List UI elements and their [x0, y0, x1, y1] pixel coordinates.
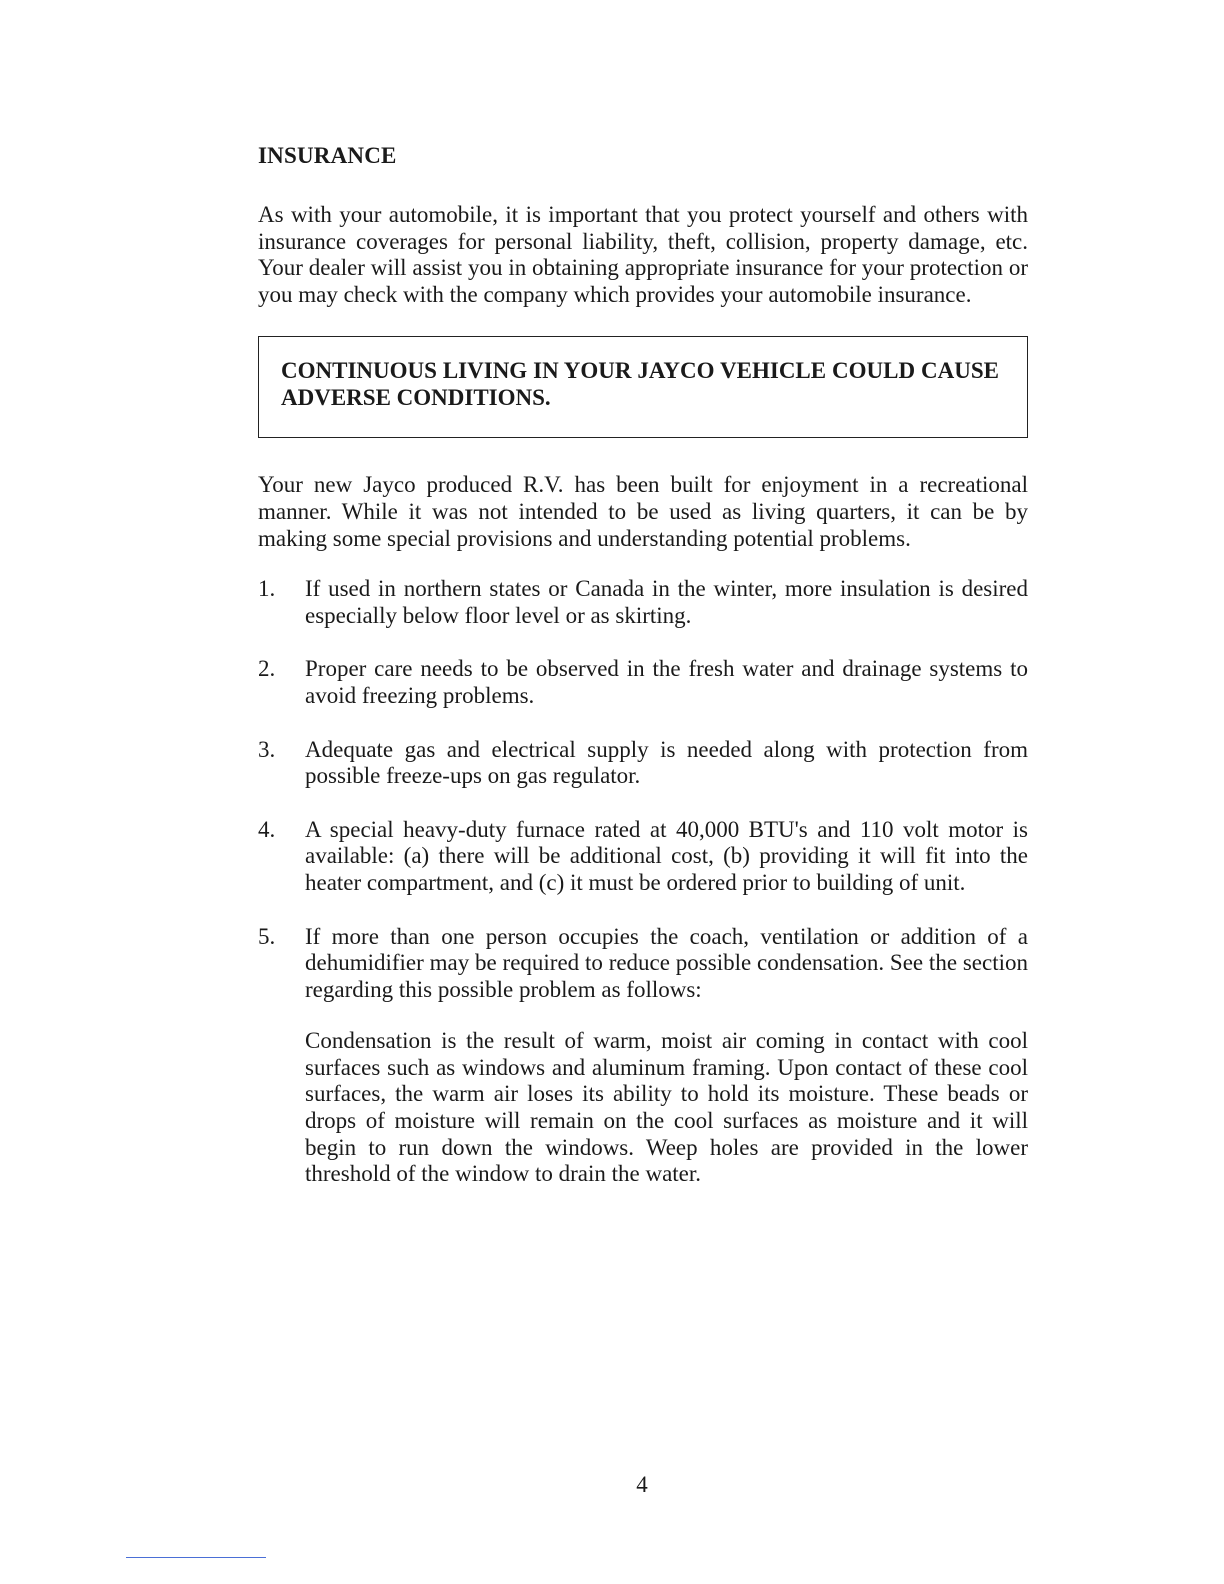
footer-divider	[126, 1557, 266, 1558]
list-item-number: 4.	[258, 816, 276, 842]
insurance-paragraph: As with your automobile, it is important that you protect yourself and others with insurance coverages for personal liability, theft, collision, property damage, etc. Your dealer will assist you in obtaining appropriate insurance for your protection or you may check with the company which provides your automobile insurance.	[258, 202, 1028, 307]
warning-notice-text: CONTINUOUS LIVING IN YOUR JAYCO VEHICLE COULD CAUSE ADVERSE CONDITIONS.	[281, 358, 999, 411]
document-page	[258, 140, 1028, 1188]
warning-notice-box	[258, 336, 1028, 438]
provisions-list	[258, 576, 1028, 1003]
list-item	[258, 656, 1028, 709]
list-item-number: 5.	[258, 923, 276, 949]
list-item	[258, 817, 1028, 897]
intro-paragraph: Your new Jayco produced R.V. has been built for enjoyment in a recreational manner. While it was not intended to be used as living quarters, it can be by making some special provisions and understanding potential problems.	[258, 472, 1028, 551]
condensation-paragraph: Condensation is the result of warm, moist air coming in contact with cool surfaces such as windows and aluminum framing. Upon contact of these cool surfaces, the warm air loses its ability to hold its moisture. These beads or drops of moisture will remain on the cool surfaces as moisture and it will begin to run down the windows. Weep holes are provided in the lower threshold of the window to drain the water.	[305, 1028, 1028, 1187]
section-heading: INSURANCE	[258, 143, 397, 168]
list-item	[258, 737, 1028, 790]
list-item-text: A special heavy-duty furnace rated at 40,000 BTU's and 110 volt motor is available: (a) there will be additional cost, (b) providing it will fit into the heater compartment, and (c) it must be ordered prior to building of unit.	[305, 816, 1028, 895]
page-number: 4	[636, 1472, 648, 1497]
list-item-text: Adequate gas and electrical supply is needed along with protection from possible freeze-ups on gas regulator.	[305, 736, 1028, 789]
list-item-number: 2.	[258, 656, 276, 682]
list-item-text: If more than one person occupies the coach, ventilation or addition of a dehumidifier may be required to reduce possible condensation. See the section regarding this possible problem as follows:	[305, 923, 1028, 1002]
list-item-number: 3.	[258, 736, 276, 762]
list-item	[258, 924, 1028, 1004]
list-item-text: Proper care needs to be observed in the fresh water and drainage systems to avoid freezing problems.	[305, 656, 1028, 708]
list-item-text: If used in northern states or Canada in the winter, more insulation is desired especially below floor level or as skirting.	[305, 576, 1028, 628]
list-item	[258, 576, 1028, 629]
list-item-number: 1.	[258, 576, 276, 602]
